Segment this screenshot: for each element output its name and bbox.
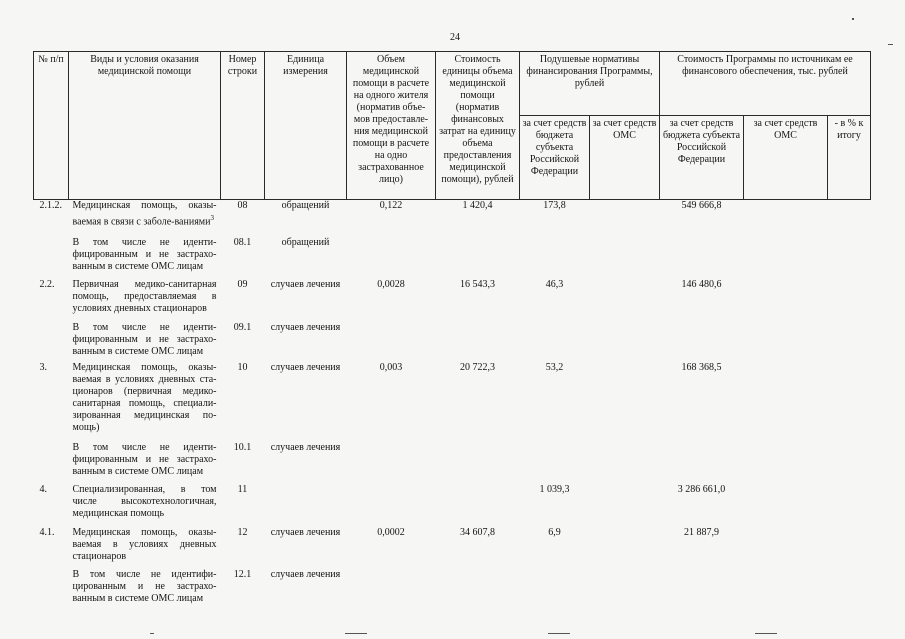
row-volume: 0,0002 [377, 526, 405, 538]
scan-mark [852, 18, 854, 20]
row-description: В том числе не иденти-фицированным и не застрахо-ванным в системе ОМС лицам [72, 236, 217, 272]
row-norm-oms [590, 322, 660, 362]
row-line-number: 12.1 [233, 568, 252, 580]
row-unit: случаев лечения [270, 321, 341, 333]
row-description: Специализированная, в том числе высокотехнологичная, медицинская помощь [72, 483, 217, 519]
row-norm-budget [520, 322, 590, 362]
row-volume: 0,003 [379, 361, 403, 373]
row-line-number: 09 [237, 278, 248, 290]
row-num: 4. [39, 483, 47, 495]
row-line-number: 11 [237, 483, 248, 495]
scan-mark [548, 633, 570, 634]
row-cost [436, 569, 520, 613]
row-norm-oms [590, 362, 660, 442]
row-unit: обращений [281, 236, 330, 248]
row-norm-oms [590, 237, 660, 279]
row-program-pct [828, 362, 871, 442]
header-program-budget: за счет средств бюджета субъекта Российской Федерации [660, 116, 744, 200]
header-norms-oms: за счет средств ОМС [590, 116, 660, 200]
row-norm-oms [590, 279, 660, 322]
row-program-pct [828, 527, 871, 569]
row-description: Медицинская помощь, оказы-ваемая в условиях дневных стационаров [72, 526, 217, 562]
row-unit: обращений [281, 200, 330, 211]
row-volume [347, 237, 436, 279]
row-program-pct [828, 279, 871, 322]
row-program-oms [744, 322, 828, 362]
row-program-budget: 549 666,8 [681, 200, 722, 211]
row-program-budget [660, 237, 744, 279]
row-cost [436, 322, 520, 362]
row-unit [265, 484, 347, 527]
row-program-oms [744, 442, 828, 484]
scan-mark [345, 633, 367, 634]
row-line-number: 08 [237, 200, 248, 211]
row-program-oms [744, 237, 828, 279]
row-program-oms [744, 362, 828, 442]
scan-mark [888, 44, 893, 45]
row-norm-budget: 1 039,3 [539, 483, 570, 495]
medical-care-table [33, 51, 871, 613]
row-unit: случаев лечения [270, 441, 341, 453]
row-program-pct [828, 200, 871, 237]
row-norm-budget [520, 442, 590, 484]
row-volume [347, 322, 436, 362]
table-body [34, 200, 871, 613]
row-norm-oms [590, 200, 660, 237]
row-norm-budget [520, 569, 590, 613]
row-program-budget: 3 286 661,0 [677, 483, 726, 495]
row-num: 4.1. [39, 526, 55, 538]
row-cost: 1 420,4 [462, 200, 493, 211]
header-type: Виды и условия оказания медицинской помощи [69, 52, 221, 200]
scan-mark [150, 633, 154, 634]
row-program-budget [660, 442, 744, 484]
row-cost: 34 607,8 [460, 526, 495, 538]
row-line-number: 08.1 [233, 236, 252, 248]
row-line-number: 10 [237, 361, 248, 373]
scan-mark [755, 633, 777, 634]
table-row [34, 322, 871, 362]
header-norms: Подушевые нормативы финансирования Программы, рублей [520, 52, 660, 116]
row-unit: случаев лечения [270, 361, 341, 373]
row-num [34, 237, 69, 279]
page-number: 24 [450, 32, 460, 43]
row-norm-budget: 173,8 [543, 200, 566, 211]
row-norm-oms [590, 569, 660, 613]
row-program-pct [828, 484, 871, 527]
header-program-oms: за счет средств ОМС [744, 116, 828, 200]
row-line-number: 09.1 [233, 321, 252, 333]
header-num: № п/п [34, 52, 69, 200]
row-program-pct [828, 237, 871, 279]
row-cost: 20 722,3 [460, 361, 495, 373]
row-norm-oms [590, 484, 660, 527]
row-program-pct [828, 322, 871, 362]
row-program-oms [744, 484, 828, 527]
row-volume [347, 442, 436, 484]
footnote-marker: 3 [210, 214, 214, 222]
table-row [34, 200, 871, 237]
row-num: 2.2. [39, 278, 55, 290]
row-program-pct [828, 442, 871, 484]
row-description: В том числе не иденти-фицированным и не застрахо-ванным в системе ОМС лицам [72, 321, 217, 357]
row-program-budget [660, 322, 744, 362]
row-program-oms [744, 569, 828, 613]
row-program-pct [828, 569, 871, 613]
row-num [34, 322, 69, 362]
header-unit: Единица измерения [265, 52, 347, 200]
row-num: 2.1.2. [39, 200, 62, 211]
row-norm-budget: 46,3 [545, 278, 564, 290]
row-description: В том числе не идентифи-цированным и не застрахо-ванным в системе ОМС лицам [72, 568, 217, 604]
table-row [34, 484, 871, 527]
row-cost [436, 442, 520, 484]
row-program-oms [744, 279, 828, 322]
row-volume: 0,122 [379, 200, 403, 211]
row-line-number: 10.1 [233, 441, 252, 453]
row-program-budget: 146 480,6 [681, 278, 722, 290]
row-norm-budget: 6,9 [548, 526, 561, 538]
row-program-budget: 21 887,9 [684, 526, 719, 538]
row-volume: 0,0028 [377, 278, 405, 290]
header-cost: Стоимость единицы объема медицинской помощи (норматив финансовых затрат на единицу объема предоставления медицинской помощи), рублей [436, 52, 520, 200]
row-description: Медицинская помощь, оказы-ваемая в связи с заболе-ваниями$^3$ [72, 200, 217, 228]
row-norm-budget [520, 237, 590, 279]
row-program-budget: 168 368,5 [681, 361, 722, 373]
table-row [34, 362, 871, 442]
table-row [34, 237, 871, 279]
row-unit: случаев лечения [270, 278, 341, 290]
row-volume [347, 569, 436, 613]
header-norms-budget: за счет средств бюджета субъекта Российской Федерации [520, 116, 590, 200]
row-program-oms [744, 527, 828, 569]
row-cost: 16 543,3 [460, 278, 495, 290]
header-volume: Объем медицинской помощи в расчете на одного жителя (норматив объе-мов предоставле-ния медицинской помощи в расчете на одно застрахованное лицо) [347, 52, 436, 200]
row-num [34, 442, 69, 484]
header-program-pct: - в % к итогу [828, 116, 871, 200]
header-line: Номер строки [221, 52, 265, 200]
header-program: Стоимость Программы по источникам ее финансового обеспечения, тыс. рублей [660, 52, 871, 116]
table-header [34, 52, 871, 200]
row-program-budget [660, 569, 744, 613]
row-num [34, 569, 69, 613]
row-cost [436, 484, 520, 527]
row-num: 3. [39, 361, 47, 373]
row-cost [436, 237, 520, 279]
row-program-oms [744, 200, 828, 237]
row-norm-budget: 53,2 [545, 361, 564, 373]
row-line-number: 12 [237, 526, 248, 538]
table-row [34, 279, 871, 322]
row-description: В том числе не иденти-фицированным и не застрахо-ванным в системе ОМС лицам [72, 441, 217, 477]
row-volume [347, 484, 436, 527]
row-description: Первичная медико-санитарная помощь, предоставляемая в условиях дневных стационаров [72, 278, 217, 314]
table-row [34, 569, 871, 613]
row-norm-oms [590, 527, 660, 569]
table-row [34, 442, 871, 484]
row-norm-oms [590, 442, 660, 484]
row-description: Медицинская помощь, оказы-ваемая в условиях дневных ста-ционаров (первичная медико-санитарная помощь, специали-зированная медицинская по-мощь) [72, 361, 217, 433]
row-unit: случаев лечения [270, 568, 341, 580]
row-unit: случаев лечения [270, 526, 341, 538]
table-row [34, 527, 871, 569]
